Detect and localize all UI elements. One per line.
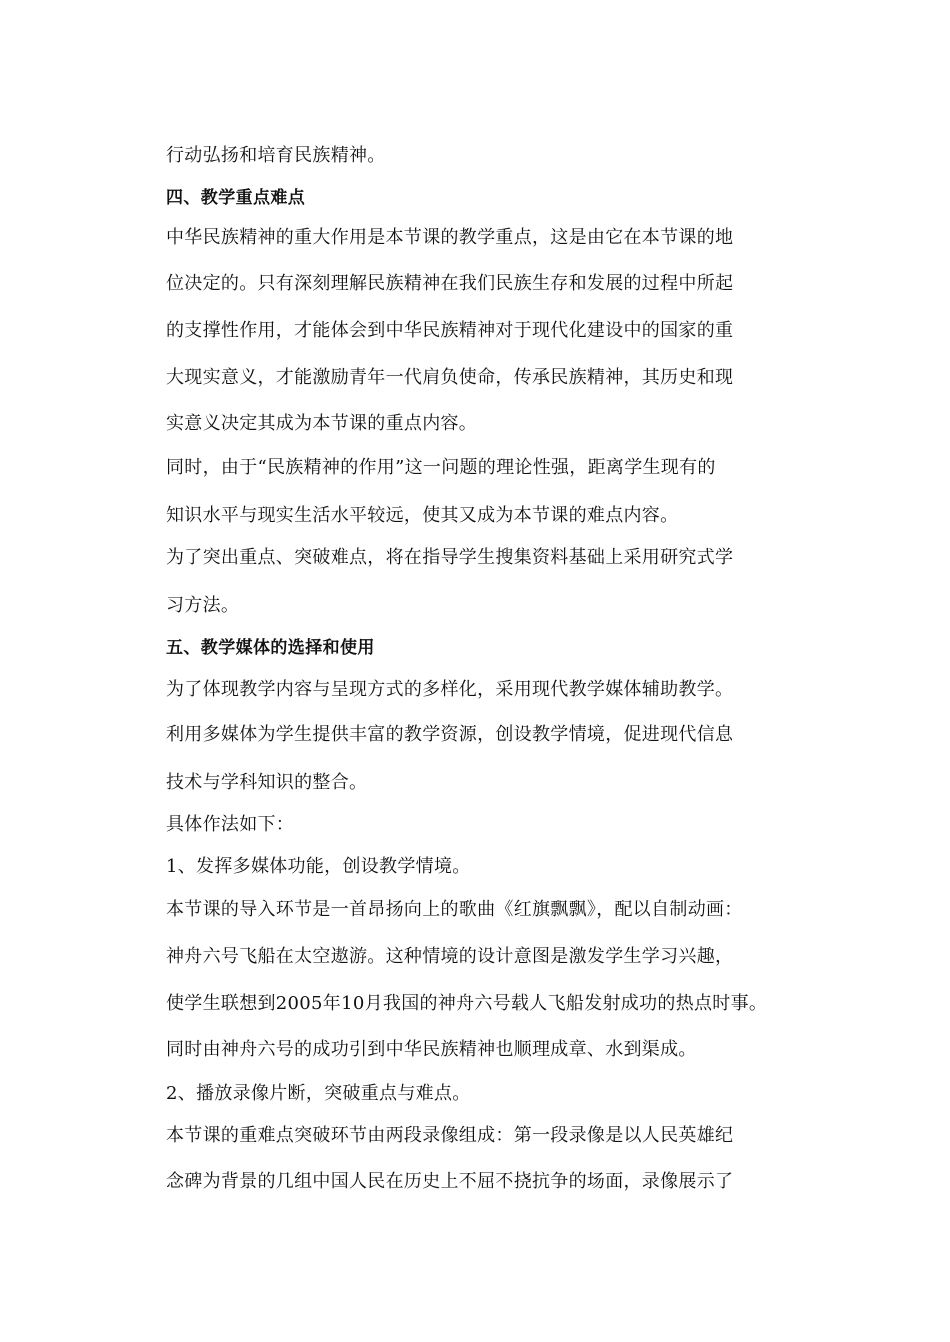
section-heading-5: 五、教学媒体的选择和使用 (166, 638, 375, 658)
text-line: 同时，由于“民族精神的作用”这一问题的理论性强，距离学生现有的 (166, 457, 716, 478)
text-line: 同时由神舟六号的成功引到中华民族精神也顺理成章、水到渠成。 (166, 1039, 697, 1060)
text-line: 的支撑性作用，才能体会到中华民族精神对于现代化建设中的国家的重 (166, 320, 734, 341)
text-line: 知识水平与现实生活水平较远，使其又成为本节课的难点内容。 (166, 505, 679, 526)
text-line: 大现实意义，才能激励青年一代肩负使命，传承民族精神，其历史和现 (166, 367, 734, 388)
text-line: 习方法。 (166, 595, 240, 616)
text-line: 为了突出重点、突破难点，将在指导学生搜集资料基础上采用研究式学 (166, 547, 734, 568)
text-line: 具体作法如下： (166, 814, 295, 835)
text-line: 使学生联想到2005年10月我国的神舟六号载人飞船发射成功的热点时事。 (166, 993, 768, 1014)
text-line: 利用多媒体为学生提供丰富的教学资源，创设教学情境，促进现代信息 (166, 724, 734, 745)
list-item-2: 2、播放录像片断，突破重点与难点。 (166, 1083, 471, 1104)
text-line: 技术与学科知识的整合。 (166, 772, 368, 793)
text-line: 为了体现教学内容与呈现方式的多样化，采用现代教学媒体辅助教学。 (166, 679, 734, 700)
text-line: 位决定的。只有深刻理解民族精神在我们民族生存和发展的过程中所起 (166, 273, 734, 294)
list-item-1: 1、发挥多媒体功能，创设教学情境。 (166, 856, 471, 877)
text-line: 本节课的重难点突破环节由两段录像组成：第一段录像是以人民英雄纪 (166, 1125, 734, 1146)
text-line: 神舟六号飞船在太空遨游。这种情境的设计意图是激发学生学习兴趣， (166, 946, 734, 967)
section-heading-4: 四、教学重点难点 (166, 188, 306, 208)
text-line: 行动弘扬和培育民族精神。 (166, 145, 386, 166)
text-line: 本节课的导入环节是一首昂扬向上的歌曲《红旗飘飘》，配以自制动画： (166, 899, 743, 920)
text-line: 念碑为背景的几组中国人民在历史上不屈不挠抗争的场面，录像展示了 (166, 1171, 734, 1192)
text-line: 中华民族精神的重大作用是本节课的教学重点，这是由它在本节课的地 (166, 227, 734, 248)
text-line: 实意义决定其成为本节课的重点内容。 (166, 413, 478, 434)
